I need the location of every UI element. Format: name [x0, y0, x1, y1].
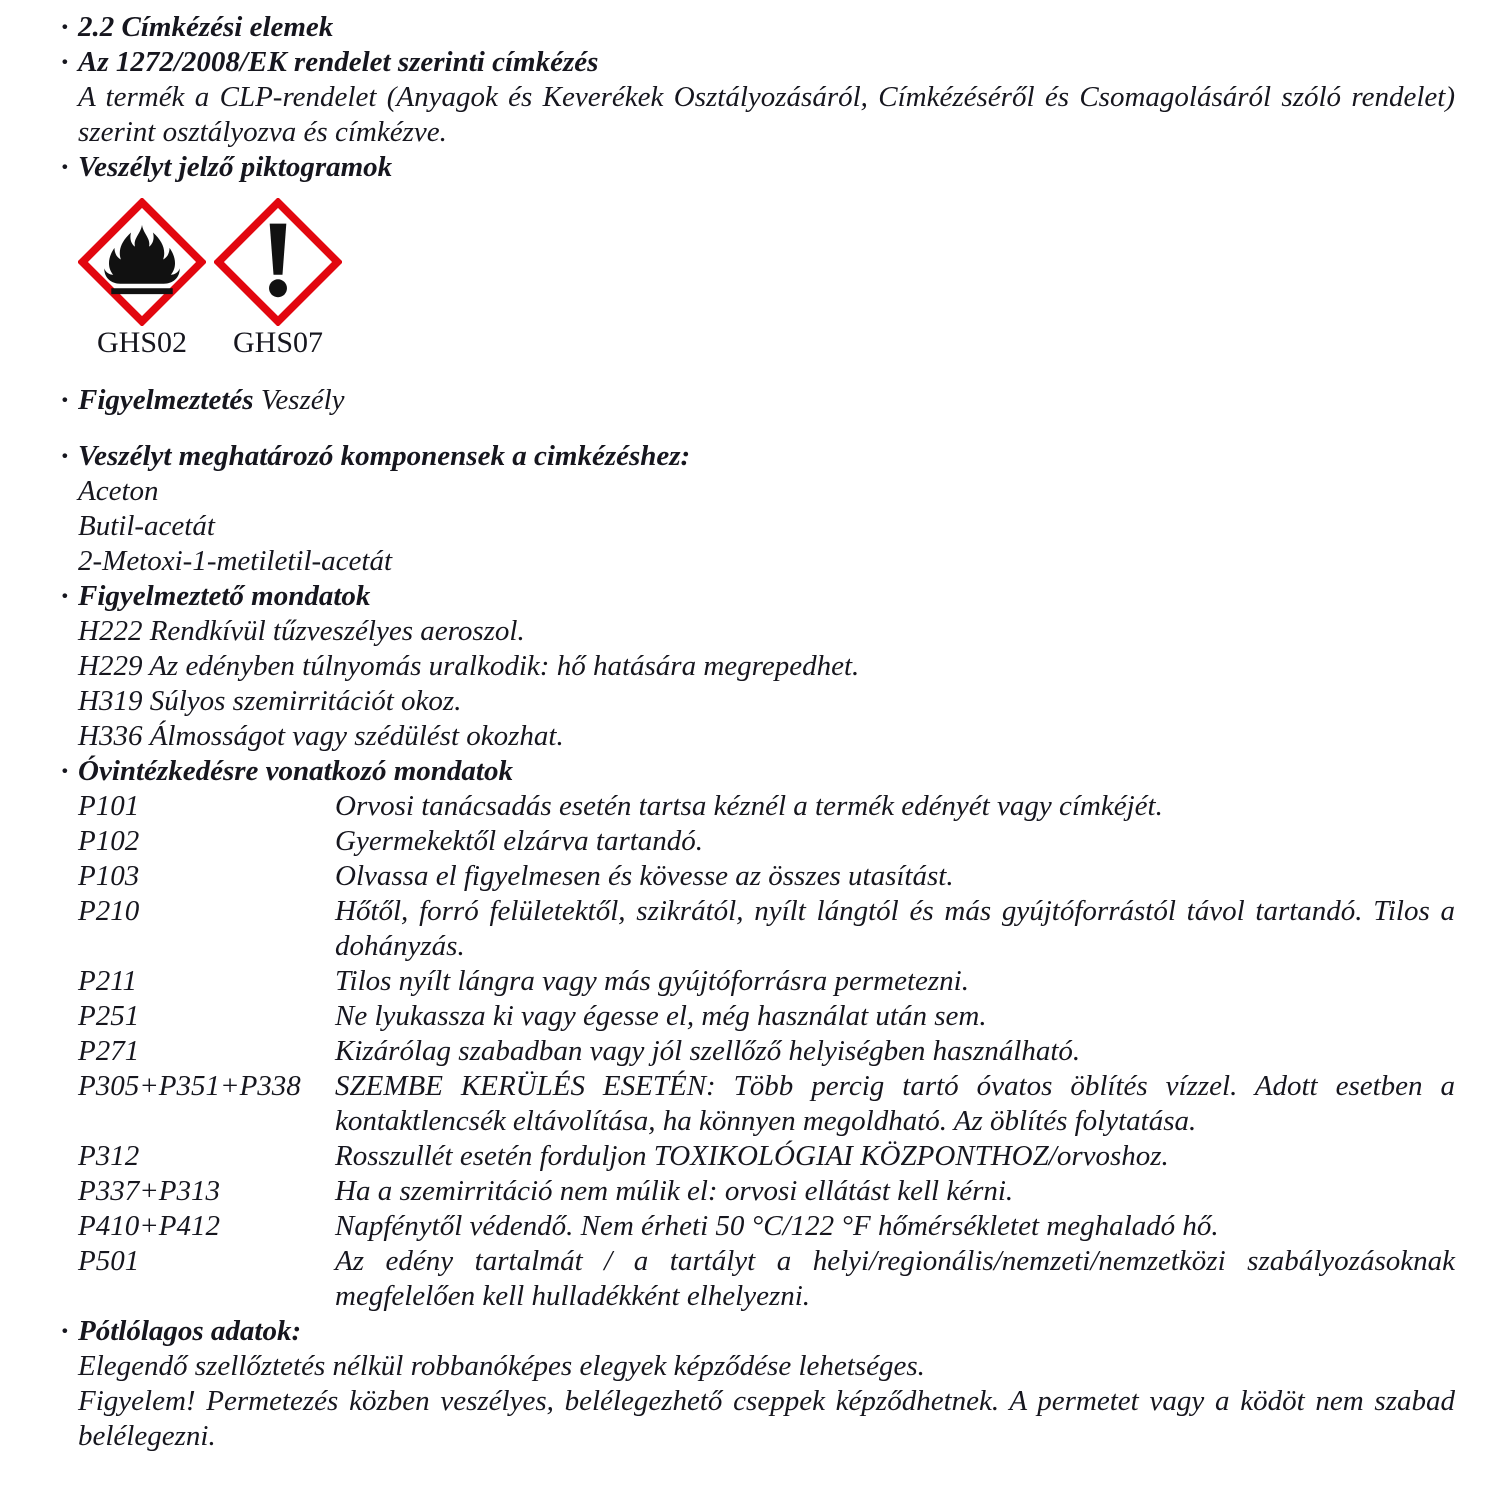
bullet-dot: ·: [61, 384, 69, 416]
pictogram-row: [78, 198, 1455, 359]
precaution-row: [78, 999, 1455, 1034]
labeling-heading-text: Az 1272/2008/EK rendelet szerinti címkézés: [78, 46, 599, 78]
precaution-heading: [61, 754, 1455, 789]
pictogram-ghs07: [214, 198, 342, 359]
flame-icon: [78, 198, 206, 326]
bullet-dot: ·: [61, 151, 69, 183]
pictograms-heading: [61, 150, 1455, 185]
precaution-code: P501: [78, 1245, 140, 1277]
exclamation-icon: [214, 198, 342, 326]
bullet-dot: ·: [61, 46, 69, 78]
hazard-row: [78, 684, 1455, 719]
pictogram-label: GHS07: [232, 326, 323, 359]
hazard-code: H319: [78, 685, 143, 717]
precaution-row: [78, 964, 1455, 999]
hazard-heading: [61, 579, 1455, 614]
precaution-row: [78, 1034, 1455, 1069]
labeling-heading: [61, 45, 1455, 80]
precaution-text: SZEMBE KERÜLÉS ESETÉN: Több percig tartó óvatos öblítés vízzel. Adott esetben a kontaktlencsék eltávolítása, ha könnyen megoldható. Az öblítés folytatása.: [335, 1070, 1455, 1137]
component-item: 2-Metoxi-1-metiletil-acetát: [78, 545, 393, 577]
precaution-code: P410+P412: [78, 1210, 220, 1242]
precaution-text: Olvassa el figyelmesen és kövesse az összes utasítást.: [335, 860, 954, 892]
pictogram-label: GHS02: [96, 326, 187, 359]
precaution-text: Az edény tartalmát / a tartályt a helyi/regionális/nemzeti/nemzetközi szabályozásoknak megfelelően kell hulladékként elhelyezni.: [335, 1245, 1455, 1312]
precaution-text: Ne lyukassza ki vagy égesse el, még használat után sem.: [335, 1000, 987, 1032]
precaution-row: [78, 1139, 1455, 1174]
precaution-code: P312: [78, 1140, 140, 1172]
precaution-text: Gyermekektől elzárva tartandó.: [335, 825, 704, 857]
precaution-code: P271: [78, 1035, 140, 1067]
component-item: Aceton: [78, 475, 159, 507]
precaution-code: P337+P313: [78, 1175, 220, 1207]
precaution-text: Tilos nyílt lángra vagy más gyújtóforrásra permetezni.: [335, 965, 969, 997]
hazard-heading-text: Figyelmeztető mondatok: [78, 580, 371, 612]
precaution-code: P101: [78, 790, 140, 822]
bullet-dot: ·: [61, 440, 69, 472]
hazard-code: H229: [78, 650, 143, 682]
precaution-row: [78, 789, 1455, 824]
precaution-code: P103: [78, 860, 140, 892]
hazard-row: [78, 719, 1455, 754]
precaution-heading-text: Óvintézkedésre vonatkozó mondatok: [78, 755, 513, 787]
components-heading-text: Veszélyt meghatározó komponensek a cimkézéshez:: [78, 440, 691, 472]
hazard-code: H336: [78, 720, 143, 752]
additional-line: Elegendő szellőztetés nélkül robbanóképes elegyek képződése lehetséges.: [78, 1350, 925, 1382]
signal-word-label: Figyelmeztetés: [78, 384, 254, 416]
labeling-paragraph: A termék a CLP-rendelet (Anyagok és Keverékek Osztályozásáról, Címkézéséről és Csomagolásáról szóló rendelet) szerint osztályozva és címkézve.: [78, 81, 1455, 148]
additional-heading: [61, 1314, 1455, 1349]
precaution-text: Orvosi tanácsadás esetén tartsa kéznél a termék edényét vagy címkéjét.: [335, 790, 1163, 822]
precaution-text: Napfénytől védendő. Nem érheti 50 °C/122 °F hőmérsékletet meghaladó hő.: [335, 1210, 1219, 1242]
precaution-text: Rosszullét esetén forduljon TOXIKOLÓGIAI KÖZPONTHOZ/orvoshoz.: [335, 1140, 1169, 1172]
pictogram-ghs02: [78, 198, 206, 359]
hazard-row: [78, 614, 1455, 649]
precaution-row: [78, 894, 1455, 964]
precaution-code: P305+P351+P338: [78, 1070, 301, 1102]
additional-line: Figyelem! Permetezés közben veszélyes, belélegezhető cseppek képződhetnek. A permetet vagy a ködöt nem szabad belélegezni.: [78, 1385, 1455, 1452]
hazard-text: Rendkívül tűzveszélyes aeroszol.: [149, 615, 525, 647]
pictograms-heading-text: Veszélyt jelző piktogramok: [78, 151, 393, 183]
component-item: Butil-acetát: [78, 510, 215, 542]
precaution-row: [78, 824, 1455, 859]
hazard-row: [78, 649, 1455, 684]
precaution-code: P211: [78, 965, 138, 997]
bullet-dot: ·: [61, 11, 69, 43]
bullet-dot: ·: [61, 580, 69, 612]
precaution-code: P251: [78, 1000, 140, 1032]
precaution-text: Kizárólag szabadban vagy jól szellőző helyiségben használható.: [335, 1035, 1081, 1067]
precaution-row: [78, 1244, 1455, 1314]
hazard-text: Álmosságot vagy szédülést okozhat.: [149, 720, 564, 752]
components-heading: [61, 439, 1455, 474]
precaution-text: Ha a szemirritáció nem múlik el: orvosi ellátást kell kérni.: [335, 1175, 1014, 1207]
section-title: 2.2 Címkézési elemek: [78, 11, 334, 43]
precaution-code: P210: [78, 895, 140, 927]
precaution-row: [78, 859, 1455, 894]
signal-word-row: [61, 383, 1455, 418]
hazard-text: Az edényben túlnyomás uralkodik: hő hatására megrepedhet.: [149, 650, 860, 682]
precaution-code: P102: [78, 825, 140, 857]
additional-heading-text: Pótlólagos adatok:: [78, 1315, 302, 1347]
section-heading-2-2: [61, 10, 1455, 45]
signal-word-value: Veszély: [260, 384, 345, 416]
precaution-row: [78, 1174, 1455, 1209]
precaution-row: [78, 1069, 1455, 1139]
precaution-row: [78, 1209, 1455, 1244]
bullet-dot: ·: [61, 755, 69, 787]
hazard-code: H222: [78, 615, 143, 647]
bullet-dot: ·: [61, 1315, 69, 1347]
precaution-text: Hőtől, forró felületektől, szikrától, nyílt lángtól és más gyújtóforrástól távol tartandó. Tilos a dohányzás.: [335, 895, 1455, 962]
hazard-text: Súlyos szemirritációt okoz.: [149, 685, 462, 717]
